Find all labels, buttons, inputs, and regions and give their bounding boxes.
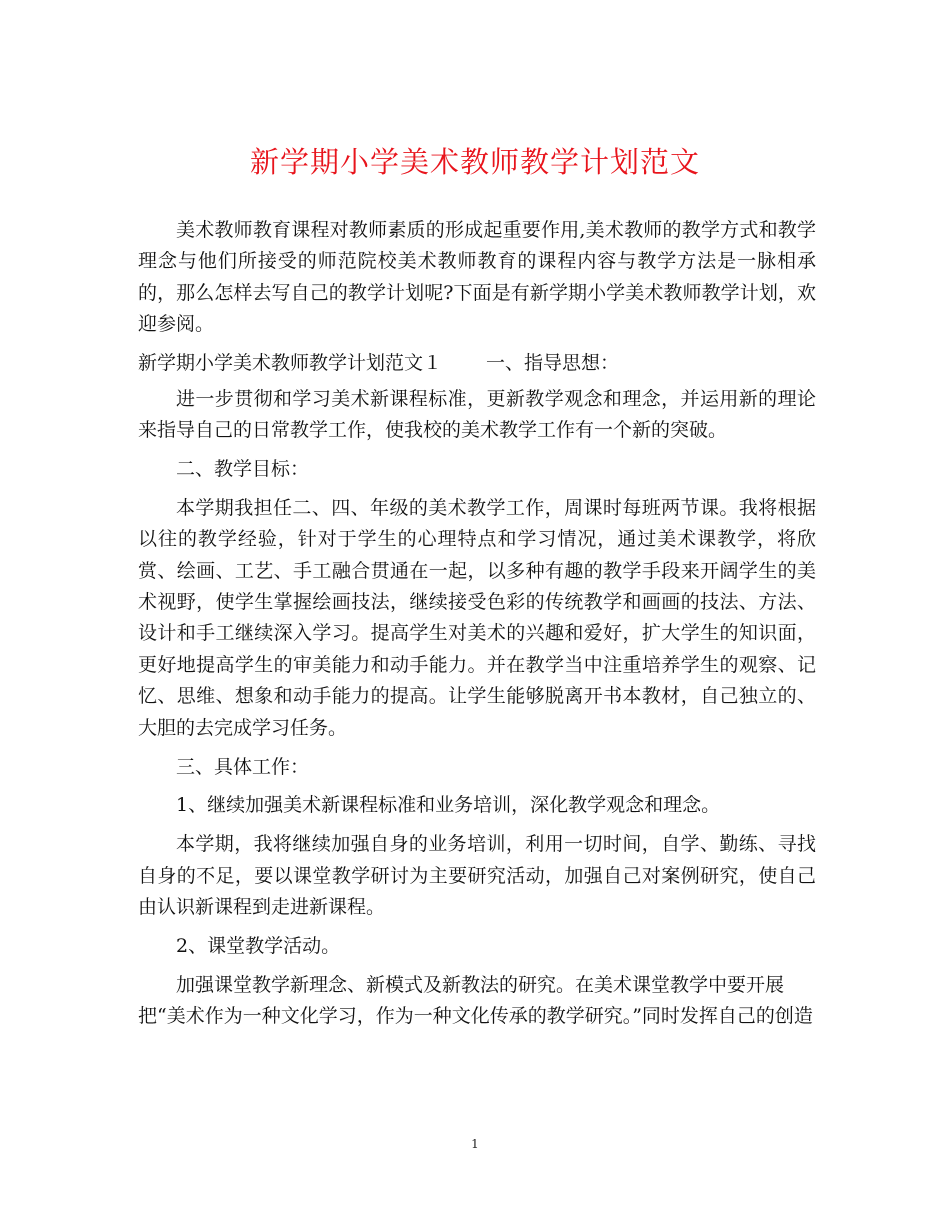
document-title: 新学期小学美术教师教学计划范文 [249, 145, 700, 179]
work-item-1: 1、继续加强美术新课程标准和业务培训，深化教学观念和理念。 [176, 794, 721, 817]
classroom-paragraph-line1: 加强课堂教学新理念、新模式及新教法的研究。在美术课堂教学中要开展 [176, 973, 785, 996]
intro-paragraph: 美术教师教育课程对教师素质的形成起重要作用,美术教师的教学方式和教学理念与他们所接受的师范院校美术教师教育的课程内容与教学方法是一脉相承的，那么怎样去写自己的教学计划呢?下面是有新学期小学美术教师教学计划，欢迎参阅。 [138, 219, 816, 336]
section-heading-work: 三、具体工作： [176, 755, 310, 778]
guiding-paragraph: 进一步贯彻和学习美术新课程标准，更新教学观念和理念，并运用新的理论来指导自己的日常教学工作，使我校的美术教学工作有一个新的突破。 [138, 387, 816, 441]
classroom-paragraph-line2: 把“美术作为一种文化学习，作为一种文化传承的教学研究。”同时发挥自己的创造 [138, 1005, 813, 1028]
work-item-2: 2、课堂教学活动。 [176, 935, 341, 958]
work-item-1-paragraph: 本学期，我将继续加强自身的业务培训，利用一切时间，自学、勤练、寻找自身的不足，要以课堂教学研讨为主要研究活动，加强自己对案例研究，使自己由认识新课程到走进新课程。 [138, 833, 816, 919]
goals-paragraph: 本学期我担任二、四、年级的美术教学工作，周课时每班两节课。我将根据以往的教学经验，针对于学生的心理特点和学习情况，通过美术课教学，将欣赏、绘画、工艺、手工融合贯通在一起，以多种有趣的教学手段来开阔学生的美术视野，使学生掌握绘画技法，继续接受色彩的传统教学和画画的技法、方法、设计和手工继续深入学习。提高学生对美术的兴趣和爱好，扩大学生的知识面，更好地提高学生的审美能力和动手能力。并在教学当中注重培养学生的观察、记忆、思维、想象和动手能力的提高。让学生能够脱离开书本教材，自己独立的、大胆的去完成学习任务。 [138, 496, 816, 739]
section-heading-guiding: 一、指导思想： [486, 352, 620, 375]
subtitle-line [138, 348, 816, 379]
section-heading-goals: 二、教学目标： [176, 457, 310, 480]
plan-subtitle: 新学期小学美术教师教学计划范文１ [138, 352, 443, 375]
document-body [138, 215, 816, 1040]
page-number: 1 [471, 1137, 479, 1151]
